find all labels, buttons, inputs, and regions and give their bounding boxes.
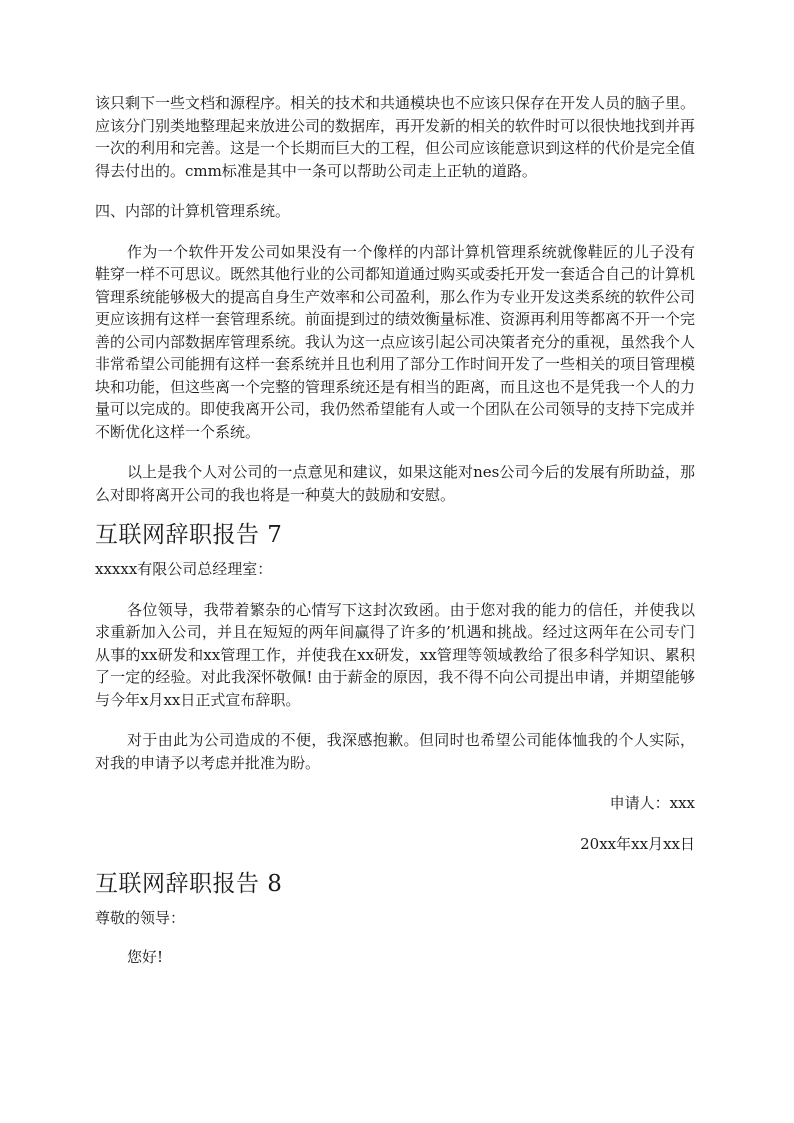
paragraph-continuation: 该只剩下一些文档和源程序。相关的技术和共通模块也不应该只保存在开发人员的脑子里。应该分门别类地整理起来放进公司的数据库，再开发新的相关的软件时可以很快地找到并再一次的利用和完善。这是一个长期而巨大的工程，但公司应该能意识到这样的代价是完全值得去付出的。cmm标准是其中一条可以帮助公司走上正轨的道路。 <box>95 94 696 180</box>
report-7-title: 互联网辞职报告 7 <box>95 522 283 548</box>
paragraph-internal-system: 作为一个软件开发公司如果没有一个像样的内部计算机管理系统就像鞋匠的儿子没有鞋穿一样不可思议。既然其他行业的公司都知道通过购买或委托开发一套适合自己的计算机管理系统能够极大的提高自身生产效率和公司盈利，那么作为专业开发这类系统的软件公司更应该拥有这样一套管理系统。前面提到过的绩效衡量标准、资源再利用等都离不开一个完善的公司内部数据库管理系统。我认为这一点应该引起公司决策者充分的重视，虽然我个人非常希望公司能拥有这样一套系统并且也利用了部分工作时间开发了一些相关的项目管理模块和功能，但这些离一个完整的管理系统还是有相当的距离，而且这也不是凭我一个人的力量可以完成的。即使我离开公司，我仍然希望能有人或一个团队在公司领导的支持下完成并不断优化这样一个系统。 <box>95 242 696 441</box>
document-page <box>95 92 695 968</box>
report-8-greeting: 您好! <box>127 947 164 966</box>
report-7-paragraph-2: 对于由此为公司造成的不便，我深感抱歉。但同时也希望公司能体恤我的个人实际，对我的申请予以考虑并批准为盼。 <box>95 731 695 772</box>
paragraph-closing-remarks: 以上是我个人对公司的一点意见和建议，如果这能对nes公司今后的发展有所助益，那么对即将离开公司的我也将是一种莫大的鼓励和安慰。 <box>95 463 695 504</box>
report-7-paragraph-1: 各位领导，我带着繁杂的心情写下这封次致函。由于您对我的能力的信任，并使我以求重新加入公司，并且在短短的两年间赢得了许多的’机遇和挑战。经过这两年在公司专门从事的xx研发和xx管理工作，并使我在xx研发，xx管理等领域教给了很多科学知识、累积了一定的经验。对此我深怀敬佩! 由于薪金的原因，我不得不向公司提出申请，并期望能够与今年x月xx日正式宣布辞职。 <box>95 600 695 709</box>
report-7-applicant: 申请人：xxx <box>609 794 695 812</box>
report-8-salutation: 尊敬的领导： <box>95 909 186 927</box>
report-8-title: 互联网辞职报告 8 <box>95 871 283 897</box>
report-7-salutation: xxxxx有限公司总经理室： <box>95 560 273 578</box>
section-heading-4: 四、内部的计算机管理系统。 <box>95 202 291 220</box>
report-7-date: 20xx年xx月xx日 <box>580 834 695 853</box>
